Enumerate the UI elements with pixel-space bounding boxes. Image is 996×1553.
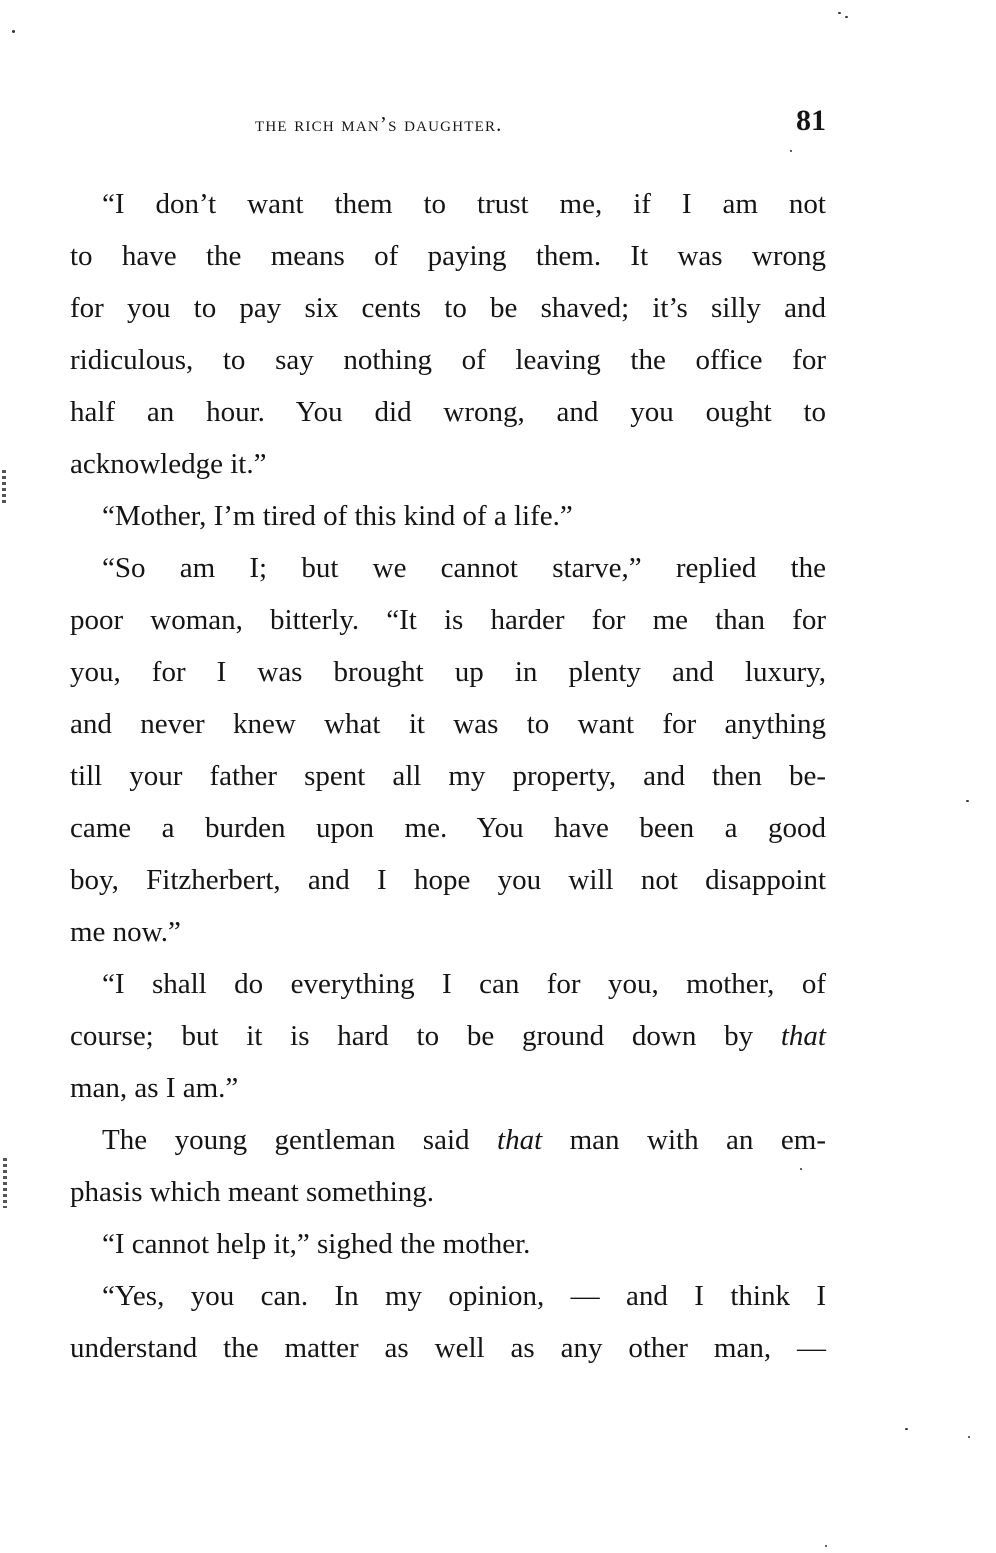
page-number: 81 bbox=[796, 104, 826, 137]
text-line: “Yes, you can. In my opinion, — and I think I bbox=[102, 1280, 826, 1312]
text-line: “I don’t want them to trust me, if I am not bbox=[102, 188, 826, 220]
text-line: for you to pay six cents to be shaved; it’s silly and bbox=[70, 292, 826, 324]
text-line: and never knew what it was to want for anything bbox=[70, 708, 826, 740]
text-line: “I shall do everything I can for you, mother, of bbox=[102, 968, 826, 1000]
text-line: came a burden upon me. You have been a good bbox=[70, 812, 826, 844]
text-line: till your father spent all my property, and then be- bbox=[70, 760, 826, 792]
scan-speck bbox=[845, 16, 848, 18]
text-line: phasis which meant something. bbox=[70, 1176, 435, 1208]
scan-speck bbox=[825, 1545, 827, 1547]
text-line: man, as I am.” bbox=[70, 1072, 239, 1104]
text-line: acknowledge it.” bbox=[70, 448, 267, 480]
text-line: ridiculous, to say nothing of leaving the office for bbox=[70, 344, 826, 376]
text-line bbox=[70, 1114, 826, 1166]
scan-speck bbox=[905, 1428, 908, 1430]
text-line: “I cannot help it,” sighed the mother. bbox=[102, 1228, 531, 1260]
text-line bbox=[70, 1010, 826, 1062]
text-segment: course; but it is hard to be ground down by bbox=[70, 1020, 781, 1052]
binding-mark bbox=[3, 1158, 7, 1208]
scan-speck bbox=[968, 1436, 970, 1438]
scan-speck bbox=[12, 30, 15, 33]
page-header bbox=[70, 104, 826, 148]
scan-speck bbox=[838, 12, 841, 14]
text-line: half an hour. You did wrong, and you ought to bbox=[70, 396, 826, 428]
running-title: the rich man’s daughter. bbox=[255, 112, 503, 136]
body-text bbox=[70, 178, 826, 1374]
text-line: boy, Fitzherbert, and I hope you will not disappoint bbox=[70, 864, 826, 896]
text-segment: man with an em- bbox=[542, 1124, 826, 1156]
text-line: you, for I was brought up in plenty and luxury, bbox=[70, 656, 826, 688]
scan-speck bbox=[800, 1168, 802, 1170]
italic-emphasis: that bbox=[497, 1124, 543, 1156]
text-segment: The young gentleman said bbox=[102, 1124, 498, 1156]
text-line: understand the matter as well as any other man, — bbox=[70, 1332, 826, 1364]
text-line: “So am I; but we cannot starve,” replied the bbox=[102, 552, 826, 584]
text-line: to have the means of paying them. It was wrong bbox=[70, 240, 826, 272]
binding-mark bbox=[2, 470, 6, 506]
italic-emphasis: that bbox=[780, 1020, 826, 1052]
text-line: poor woman, bitterly. “It is harder for me than for bbox=[70, 604, 826, 636]
text-line: me now.” bbox=[70, 916, 181, 948]
scan-speck bbox=[966, 800, 969, 802]
scan-speck bbox=[790, 150, 792, 152]
text-line: “Mother, I’m tired of this kind of a life.” bbox=[102, 500, 573, 532]
